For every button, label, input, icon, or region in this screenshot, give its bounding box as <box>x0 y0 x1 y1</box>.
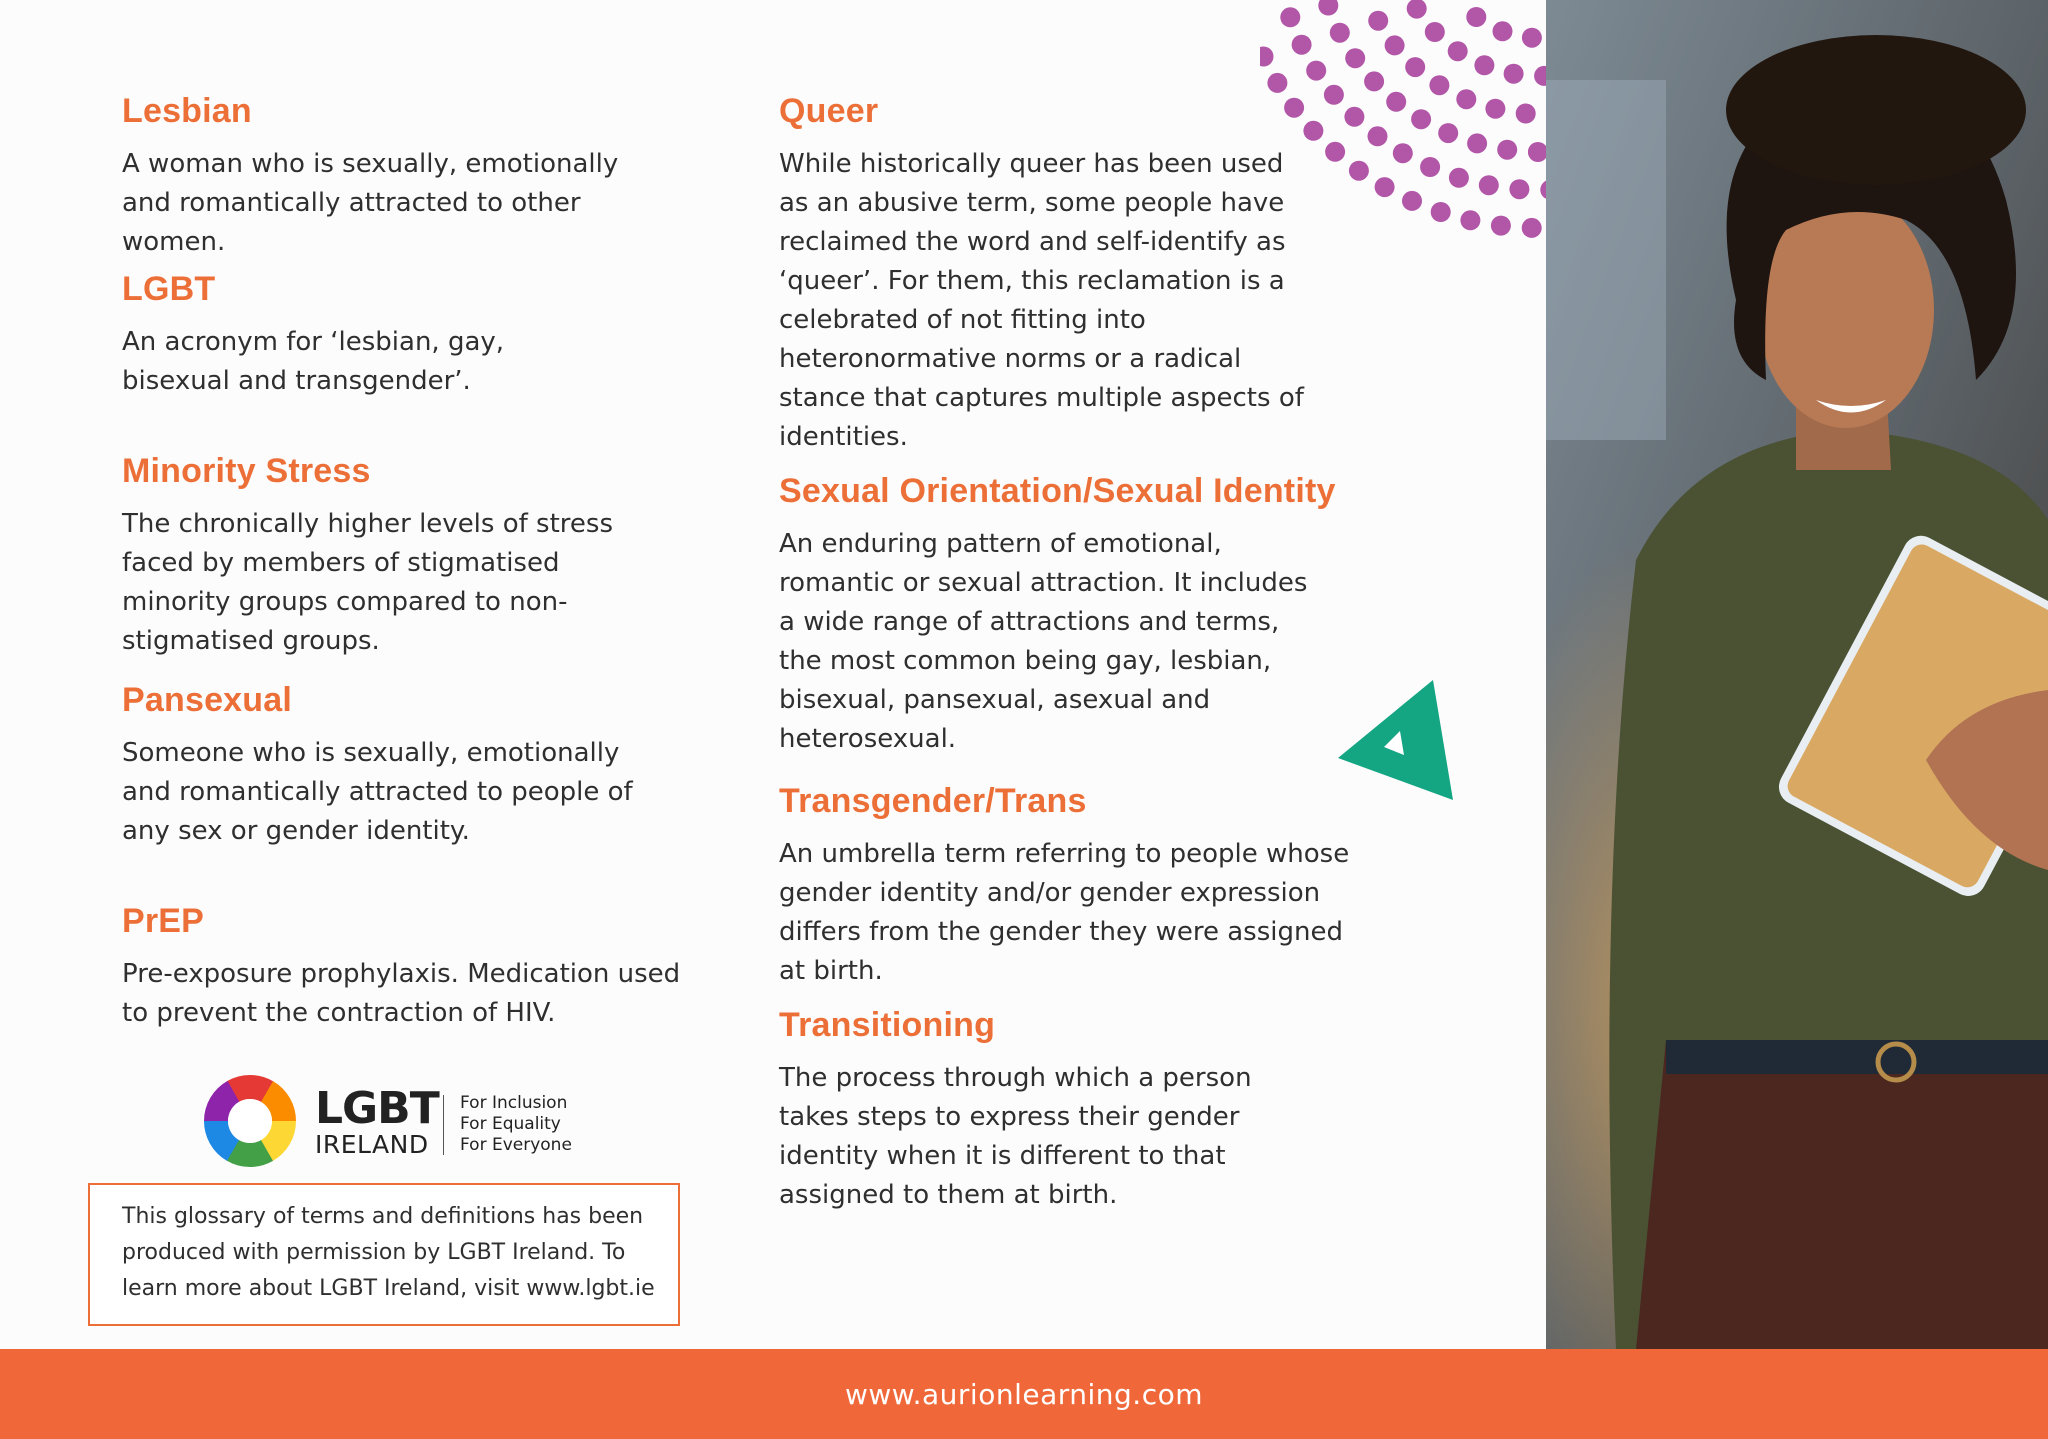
term-title: Minority Stress <box>122 452 371 490</box>
decorative-dot <box>1292 35 1312 55</box>
decorative-dot <box>1345 48 1365 68</box>
decorative-dot <box>1504 64 1524 84</box>
decorative-dot <box>1491 216 1511 236</box>
logo-divider <box>443 1095 444 1155</box>
term-minority-stress <box>122 452 682 661</box>
term-sexual-orientation <box>779 472 1379 759</box>
term-title: LGBT <box>122 270 216 308</box>
decorative-dot <box>1522 28 1542 48</box>
decorative-dot <box>1425 22 1445 42</box>
term-definition: The chronically higher levels of stress faced by members of stigmatised minority groups compared to non-stigmatised groups. <box>122 509 613 656</box>
decorative-dot <box>1431 202 1451 222</box>
logo-tagline: For Everyone <box>460 1135 572 1155</box>
term-definition: Pre-exposure prophylaxis. Medication used to prevent the contraction of HIV. <box>122 959 681 1028</box>
term-definition: Someone who is sexually, emotionally and romantically attracted to people of any sex or gender identity. <box>122 738 633 846</box>
decorative-dot <box>1411 109 1431 129</box>
decorative-dot <box>1467 133 1487 153</box>
permission-notice-text: This glossary of terms and definitions has been produced with permission by LGBT Ireland. To learn more about LGBT Ireland, visit www.lgbt.ie <box>122 1204 655 1301</box>
decorative-dot <box>1260 47 1274 67</box>
term-definition: A woman who is sexually, emotionally and romantically attracted to other women. <box>122 149 619 257</box>
term-pansexual <box>122 681 682 851</box>
logo-taglines <box>460 1093 572 1156</box>
term-definition: While historically queer has been used as an abusive term, some people have reclaimed the word and self-identify as ‘queer’. For them, this reclamation is a celebrated of not fitting into heteronormative norms or a radical stance that captures multiple aspects of identities. <box>779 149 1304 452</box>
decorative-dot <box>1364 71 1384 91</box>
footer-bar <box>0 1349 2048 1439</box>
term-title: PrEP <box>122 902 205 940</box>
decorative-dot <box>1385 35 1405 55</box>
term-title: Transgender/Trans <box>779 782 1087 820</box>
term-transitioning <box>779 1006 1379 1215</box>
logo-lgbt-text: LGBT <box>315 1083 439 1134</box>
logo-ireland-text: IRELAND <box>315 1130 429 1159</box>
term-definition: An umbrella term referring to people whose gender identity and/or gender expression differs from the gender they were assigned at birth. <box>779 839 1350 986</box>
term-definition: The process through which a person takes steps to express their gender identity when it is different to that assigned to them at birth. <box>779 1063 1252 1210</box>
decorative-dot <box>1493 21 1513 41</box>
decorative-dot <box>1368 11 1388 31</box>
footer-url-link[interactable]: www.aurionlearning.com <box>844 1377 1204 1411</box>
decorative-dot <box>1460 210 1480 230</box>
rainbow-ring-icon <box>202 1073 298 1169</box>
decorative-dot <box>1456 89 1476 109</box>
term-lesbian <box>122 92 682 262</box>
term-title: Transitioning <box>779 1006 996 1044</box>
term-definition: An enduring pattern of emotional, romantic or sexual attraction. It includes a wide range of attractions and terms, the most common being gay, lesbian, bisexual, pansexual, asexual and heterosexual. <box>779 529 1308 754</box>
decorative-dot <box>1393 143 1413 163</box>
term-title: Pansexual <box>122 681 293 719</box>
term-definition: An acronym for ‘lesbian, gay, bisexual and transgender’. <box>122 327 505 396</box>
decorative-dot <box>1497 140 1517 160</box>
term-title: Sexual Orientation/Sexual Identity <box>779 472 1336 510</box>
decorative-dot <box>1466 7 1486 27</box>
decorative-dot <box>1516 104 1536 124</box>
decorative-dot <box>1267 73 1287 93</box>
decorative-dot <box>1438 123 1458 143</box>
logo-tagline: For Equality <box>460 1114 561 1134</box>
term-title: Lesbian <box>122 92 252 130</box>
permission-notice-box <box>88 1183 680 1326</box>
term-transgender <box>779 782 1379 991</box>
term-lgbt <box>122 270 682 401</box>
term-queer <box>779 92 1379 457</box>
decorative-dot <box>1429 75 1449 95</box>
logo-tagline: For Inclusion <box>460 1093 568 1113</box>
decorative-dot <box>1420 157 1440 177</box>
decorative-dot <box>1448 41 1468 61</box>
decorative-dot <box>1306 61 1326 81</box>
decorative-dot <box>1509 179 1529 199</box>
triangle-decoration <box>1330 676 1460 806</box>
woman-with-tablet-photo <box>1546 0 2048 1349</box>
decorative-dot <box>1528 142 1548 162</box>
decorative-dot <box>1318 0 1338 16</box>
lgbt-ireland-logo <box>202 1073 602 1173</box>
term-prep <box>122 902 682 1033</box>
decorative-dot <box>1522 218 1542 238</box>
decorative-dot <box>1474 55 1494 75</box>
decorative-dot <box>1407 0 1427 19</box>
decorative-dot <box>1330 23 1350 43</box>
decorative-dot <box>1405 57 1425 77</box>
decorative-dot <box>1485 99 1505 119</box>
decorative-dot <box>1402 191 1422 211</box>
decorative-dot <box>1449 168 1469 188</box>
term-title: Queer <box>779 92 879 130</box>
decorative-dot <box>1479 175 1499 195</box>
decorative-dot <box>1386 92 1406 112</box>
decorative-dot <box>1280 7 1300 27</box>
